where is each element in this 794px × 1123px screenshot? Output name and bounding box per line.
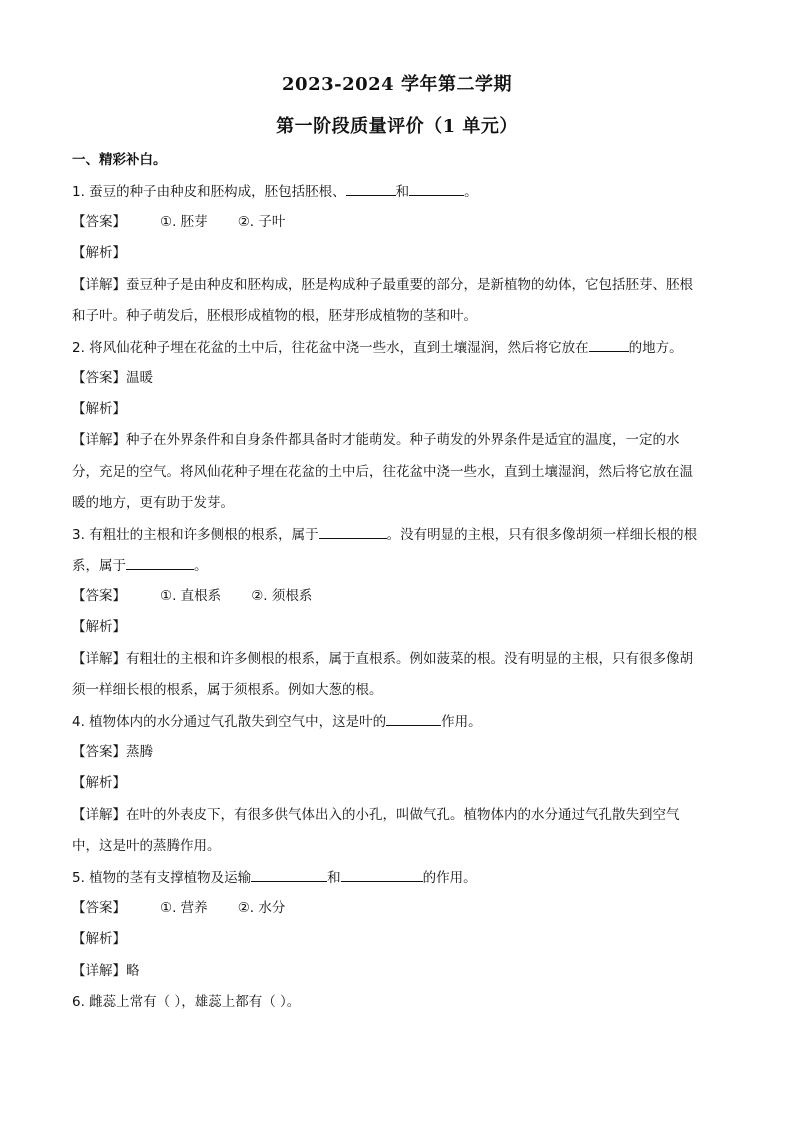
- question-4-detail-line-2: 中，这是叶的蒸腾作用。: [72, 838, 221, 854]
- document-title-evaluation: 第一阶段质量评价（1 单元）: [276, 116, 518, 137]
- question-4-text-b: 作用。: [441, 714, 482, 730]
- question-3-detail-line-1: [72, 649, 693, 669]
- question-5-answer-1: ①. 营养: [160, 900, 208, 916]
- question-3-answer-2: ②. 须根系: [251, 588, 313, 604]
- answer-tag: 【答案】: [72, 214, 126, 230]
- question-5-detail-text: 略: [126, 963, 140, 979]
- question-3-detail-line-2: 须一样细长根的根系，属于须根系。例如大葱的根。: [72, 682, 383, 698]
- question-5-text-c: 的作用。: [422, 870, 477, 886]
- question-2-detail-line-2: 分，充足的空气。将风仙花种子埋在花盆的土中后，往花盆中浇一些水，直到土壤湿润，然后将它放在温: [72, 464, 693, 480]
- question-3-text-a: 3. 有粗壮的主根和许多侧根的根系，属于: [72, 527, 319, 543]
- question-5-text-b: 和: [327, 870, 341, 886]
- question-3-blank-2[interactable]: [126, 555, 194, 570]
- question-4-detail-line-1: [72, 805, 680, 825]
- detail-tag: 【详解】: [72, 807, 126, 823]
- question-3-text-b: 。没有明显的主根，只有很多像胡须一样细长根的根: [386, 527, 698, 543]
- question-6: 6. 雌蕊上常有（ ），雄蕊上都有（ ）。: [72, 994, 301, 1010]
- question-2-blank[interactable]: [589, 337, 629, 352]
- question-2-analysis: 【解析】: [72, 401, 126, 417]
- detail-tag: 【详解】: [72, 277, 126, 293]
- detail-tag: 【详解】: [72, 963, 126, 979]
- question-1-detail-line-1: [72, 275, 693, 295]
- question-5-text-a: 5. 植物的茎有支撑植物及运输: [72, 870, 252, 886]
- answer-tag: 【答案】: [72, 744, 126, 760]
- question-2-answer-value: 温暖: [126, 370, 153, 386]
- question-4-answer-value: 蒸腾: [126, 744, 153, 760]
- question-3: [72, 524, 697, 545]
- question-3-answer: [72, 586, 312, 606]
- detail-tag: 【详解】: [72, 651, 126, 667]
- question-5-analysis: 【解析】: [72, 931, 126, 947]
- question-3-blank-1[interactable]: [319, 524, 387, 539]
- question-1-answer-2: ②. 子叶: [237, 214, 286, 230]
- answer-tag: 【答案】: [72, 370, 126, 386]
- question-4-analysis: 【解析】: [72, 775, 126, 791]
- question-1-detail-line-2: 和子叶。种子萌发后，胚根形成植物的根，胚芽形成植物的茎和叶。: [72, 308, 477, 324]
- question-1-text-b: 和: [395, 184, 410, 200]
- question-1-blank-2[interactable]: [409, 181, 464, 196]
- question-3-analysis: 【解析】: [72, 619, 126, 635]
- question-4-text-a: 4. 植物体内的水分通过气孔散失到空气中，这是叶的: [72, 714, 387, 730]
- question-5-detail: [72, 961, 140, 981]
- question-2-text-b: 的地方。: [628, 340, 683, 356]
- question-2-detail-text-1: 种子在外界条件和自身条件都具备时才能萌发。种子萌发的外界条件是适宜的温度，一定的水: [126, 432, 680, 448]
- document-title-term: 2023-2024 学年第二学期: [282, 74, 512, 95]
- question-1-text-a: 1. 蚕豆的种子由种皮和胚构成，胚包括胚根、: [72, 184, 346, 200]
- question-5-blank-1[interactable]: [251, 867, 327, 882]
- question-3-answer-1: ①. 直根系: [160, 588, 222, 604]
- answer-tag: 【答案】: [72, 900, 126, 916]
- question-4-blank[interactable]: [386, 711, 441, 726]
- question-3-line-2: [72, 555, 208, 576]
- question-5-blank-2[interactable]: [341, 867, 423, 882]
- question-1-text-c: 。: [464, 184, 478, 200]
- question-3-text-d: 。: [194, 558, 208, 574]
- question-5-answer-2: ②. 水分: [237, 900, 286, 916]
- question-2-detail-line-1: [72, 430, 680, 450]
- question-2-detail-line-3: 暖的地方，更有助于发芽。: [72, 495, 234, 511]
- question-1: [72, 181, 478, 202]
- question-3-text-c: 系，属于: [72, 558, 126, 574]
- question-1-detail-text-1: 蚕豆种子是由种皮和胚构成，胚是构成种子最重要的部分，是新植物的幼体，它包括胚芽、胚根: [126, 277, 693, 293]
- detail-tag: 【详解】: [72, 432, 126, 448]
- question-1-answer: [72, 212, 285, 232]
- question-5: [72, 867, 477, 888]
- question-1-analysis: 【解析】: [72, 245, 126, 261]
- section-heading: 一、精彩补白。: [72, 152, 167, 168]
- question-2-text-a: 2. 将风仙花种子埋在花盆的土中后，往花盆中浇一些水，直到土壤湿润，然后将它放在: [72, 340, 589, 356]
- question-3-detail-text-1: 有粗壮的主根和许多侧根的根系，属于直根系。例如菠菜的根。没有明显的主根，只有很多像胡: [126, 651, 693, 667]
- question-4-answer: [72, 742, 153, 762]
- answer-tag: 【答案】: [72, 588, 126, 604]
- question-1-blank-1[interactable]: [346, 181, 396, 196]
- question-2: [72, 337, 683, 358]
- question-1-answer-1: ①. 胚芽: [160, 214, 208, 230]
- question-2-answer: [72, 368, 153, 388]
- question-5-answer: [72, 898, 285, 918]
- question-4-detail-text-1: 在叶的外表皮下，有很多供气体出入的小孔，叫做气孔。植物体内的水分通过气孔散失到空气: [126, 807, 680, 823]
- question-4: [72, 711, 482, 732]
